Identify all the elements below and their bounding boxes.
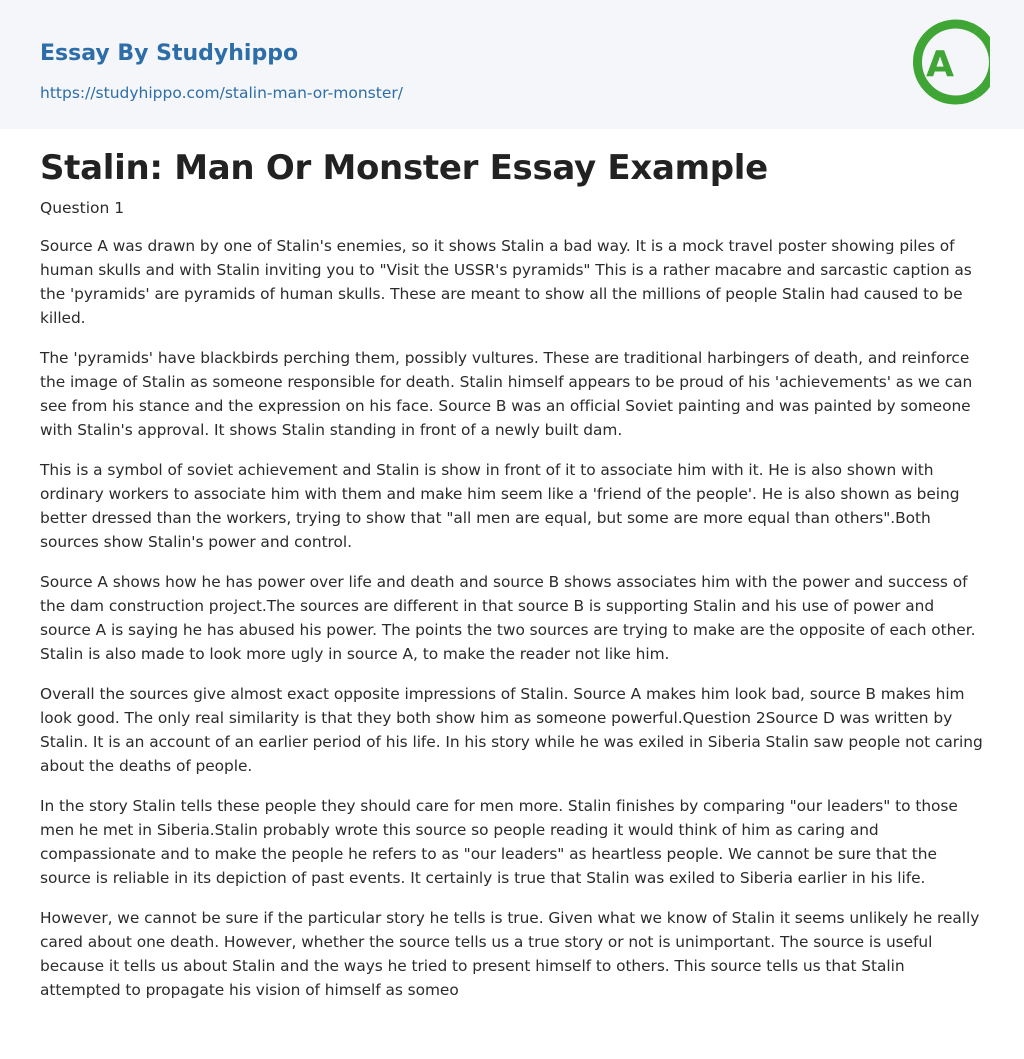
studyhippo-logo-icon[interactable] bbox=[906, 16, 990, 108]
paragraph: This is a symbol of soviet achievement and Stalin is show in front of it to associate him with it. He is also shown with ordinary workers to associate him with them and make him seem like a 'friend of the people'. He is also shown as being better dressed than the workers, trying to show that "all men are equal, but some are more equal than others".Both sources show Stalin's power and control. bbox=[40, 461, 960, 551]
page-title: Stalin: Man Or Monster Essay Example bbox=[40, 148, 768, 188]
article-subtitle: Question 1 bbox=[40, 199, 125, 217]
site-brand[interactable]: Essay By Studyhippo bbox=[40, 41, 299, 66]
article-url-link[interactable]: https://studyhippo.com/stalin-man-or-monster/ bbox=[40, 84, 403, 102]
paragraph: The 'pyramids' have blackbirds perching them, possibly vultures. These are traditional harbingers of death, and reinforce the image of Stalin as someone responsible for death. Stalin himself appears to be proud of his 'achievements' as we can see from his stance and the expression on his face. Source B was an official Soviet painting and was painted by someone with Stalin's approval. It shows Stalin standing in front of a newly built dam. bbox=[40, 349, 973, 439]
paragraph: However, we cannot be sure if the particular story he tells is true. Given what we know of Stalin it seems unlikely he really cared about one death. However, whether the source tells us a true story or not is unimportant. The source is useful because it tells us about Stalin and the ways he tried to present himself to others. This source tells us that Stalin attempted to propagate his vision of himself as someo bbox=[40, 909, 980, 999]
paragraph: In the story Stalin tells these people they should care for men more. Stalin finishes by comparing "our leaders" to those men he met in Siberia.Stalin probably wrote this source so people reading it would think of him as caring and compassionate and to make the people he refers to as "our leaders" as heartless people. We cannot be sure that the source is reliable in its depiction of past events. It certainly is true that Stalin was exiled to Siberia earlier in his life. bbox=[40, 797, 958, 887]
article-body bbox=[40, 234, 984, 1018]
paragraph: Source A was drawn by one of Stalin's enemies, so it shows Stalin a bad way. It is a mock travel poster showing piles of human skulls and with Stalin inviting you to "Visit the USSR's pyramids" This is a rather macabre and sarcastic caption as the 'pyramids' are pyramids of human skulls. These are meant to show all the millions of people Stalin had caused to be killed. bbox=[40, 237, 972, 327]
paragraph: Source A shows how he has power over life and death and source B shows associates him with the power and success of the dam construction project.The sources are different in that source B is supporting Stalin and his use of power and source A is saying he has abused his power. The points the two sources are trying to make are the opposite of each other. Stalin is also made to look more ugly in source A, to make the reader not like him. bbox=[40, 573, 976, 663]
logo-letter: A bbox=[926, 44, 954, 85]
paragraph: Overall the sources give almost exact opposite impressions of Stalin. Source A makes him look bad, source B makes him look good. The only real similarity is that they both show him as someone powerful.Question 2Source D was written by Stalin. It is an account of an earlier period of his life. In his story while he was exiled in Siberia Stalin saw people not caring about the deaths of people. bbox=[40, 685, 983, 775]
